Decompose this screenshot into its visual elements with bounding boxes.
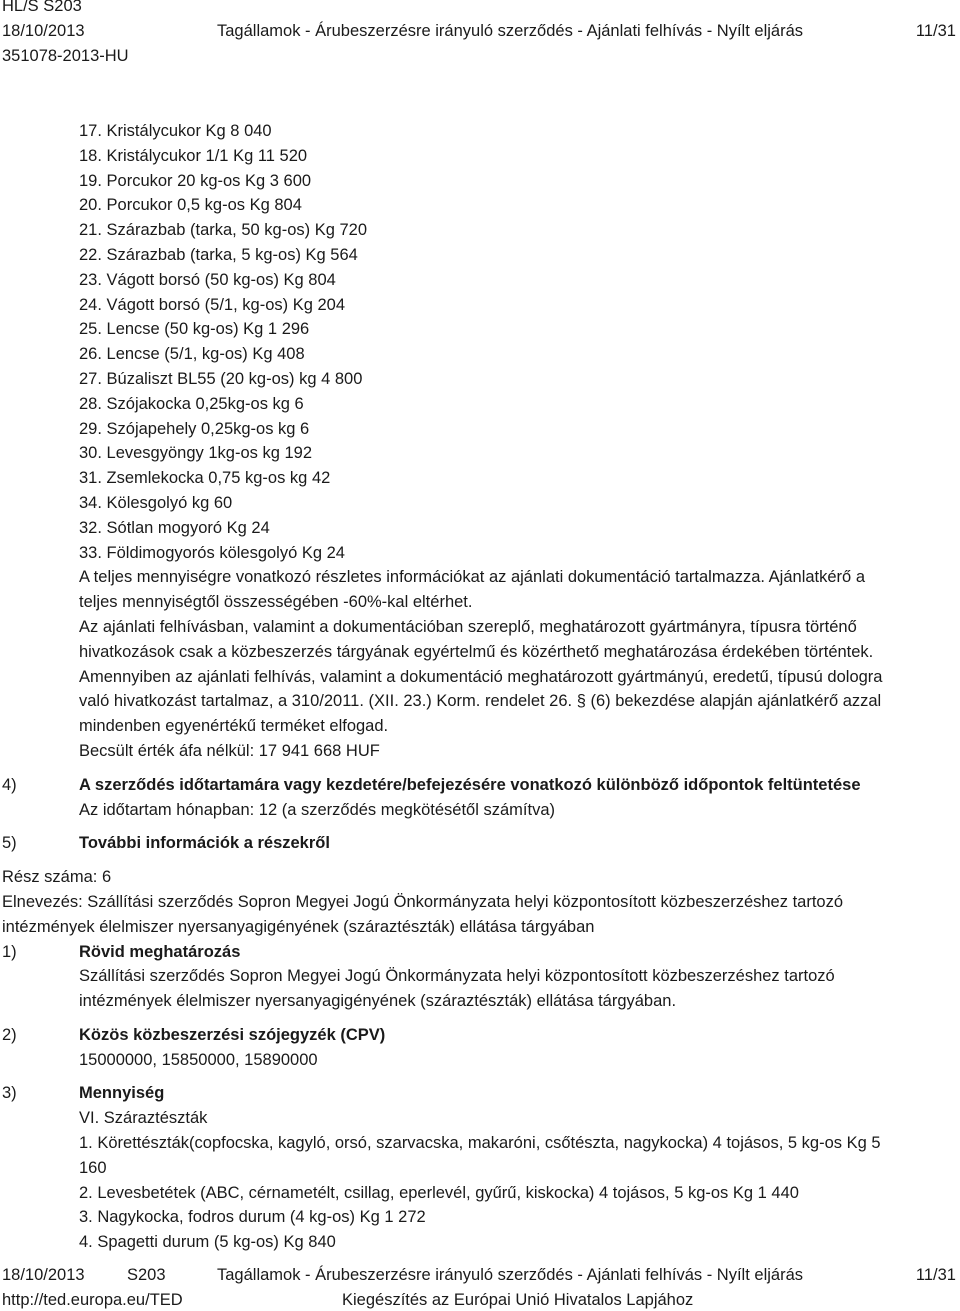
list-item: 27. Búzaliszt BL55 (20 kg-os) kg 4 800 bbox=[79, 369, 363, 388]
section-number: 3) bbox=[2, 1084, 17, 1103]
quantity-list bbox=[0, 119, 960, 565]
text-line: való hivatkozást tartalmaz, a 310/2011. (XII. 23.) Korm. rendelet 26. § (6) bekezdése alapján ajánlatkérő azzal bbox=[79, 692, 882, 711]
list-item: 17. Kristálycukor Kg 8 040 bbox=[79, 122, 272, 140]
list-item: 30. Levesgyöngy 1kg-os kg 192 bbox=[79, 444, 312, 463]
list-item: 23. Vágott borsó (50 kg-os) Kg 804 bbox=[79, 270, 336, 289]
part-name-line: Elnevezés: Szállítási szerződés Sopron Megyei Jogú Önkormányzata helyi központosított közbeszerzéshez tartozó bbox=[2, 892, 844, 911]
part-section-3 bbox=[0, 1081, 960, 1255]
list-item: 33. Földimogyorós kölesgolyó Kg 24 bbox=[79, 543, 345, 562]
part-section-1 bbox=[0, 940, 960, 1014]
footer-url[interactable]: http://ted.europa.eu/TED bbox=[2, 1291, 183, 1309]
list-item: 19. Porcukor 20 kg-os Kg 3 600 bbox=[79, 171, 312, 190]
text-line: Amennyiben az ajánlati felhívás, valamint a dokumentáció meghatározott gyártmányú, eredetű, típusú dologra bbox=[79, 667, 883, 686]
page-footer bbox=[0, 1263, 960, 1311]
list-item: 28. Szójakocka 0,25kg-os kg 6 bbox=[79, 394, 304, 413]
list-item: 18. Kristálycukor 1/1 Kg 11 520 bbox=[79, 146, 308, 165]
header-page-number: 11/31 bbox=[915, 22, 956, 40]
section-number: 1) bbox=[2, 942, 17, 961]
footer-page-number: 11/31 bbox=[915, 1266, 956, 1284]
section-number: 5) bbox=[2, 834, 17, 853]
footer-title: Tagállamok - Árubeszerzésre irányuló szerződés - Ajánlati felhívás - Nyílt eljárás bbox=[217, 1266, 803, 1284]
list-item: 20. Porcukor 0,5 kg-os Kg 804 bbox=[79, 196, 302, 215]
section-text: Az időtartam hónapban: 12 (a szerződés megkötésétől számítva) bbox=[79, 800, 555, 819]
section-number: 4) bbox=[2, 775, 17, 794]
notice-id: 351078-2013-HU bbox=[2, 47, 129, 65]
brand-reference-note bbox=[0, 615, 960, 739]
section-5 bbox=[0, 831, 960, 856]
section-heading: Közös közbeszerzési szójegyzék (CPV) bbox=[79, 1025, 386, 1044]
list-item: 24. Vágott borsó (5/1, kg-os) Kg 204 bbox=[79, 295, 345, 314]
list-item: 29. Szójapehely 0,25kg-os kg 6 bbox=[79, 419, 310, 438]
details-note bbox=[0, 565, 960, 615]
list-item: 160 bbox=[79, 1158, 107, 1177]
text-line: teljes mennyiségtől összességében -60%-kal eltérhet. bbox=[79, 593, 473, 612]
header-title: Tagállamok - Árubeszerzésre irányuló szerződés - Ajánlati felhívás - Nyílt eljárás bbox=[217, 22, 803, 40]
header-date: 18/10/2013 bbox=[2, 22, 85, 40]
list-item: 4. Spagetti durum (5 kg-os) Kg 840 bbox=[79, 1233, 336, 1252]
doc-code: HL/S S203 bbox=[2, 0, 82, 15]
list-item: 34. Kölesgolyó kg 60 bbox=[79, 493, 233, 512]
text-line: mindenben egyenértékű terméket elfogad. bbox=[79, 717, 389, 736]
list-item: 25. Lencse (50 kg-os) Kg 1 296 bbox=[79, 320, 310, 339]
list-item: 22. Szárazbab (tarka, 5 kg-os) Kg 564 bbox=[79, 245, 358, 264]
text-line: A teljes mennyiségre vonatkozó részletes információkat az ajánlati dokumentáció tartalmazza. Ajánlatkérő a bbox=[79, 568, 865, 587]
footer-publication: Kiegészítés az Európai Unió Hivatalos Lapjához bbox=[342, 1291, 694, 1309]
part-name-line: intézmények élelmiszer nyersanyagigényének (száraztészták) ellátása tárgyában bbox=[2, 917, 595, 936]
document-body bbox=[0, 119, 960, 1255]
text-line: hivatkozások csak a közbeszerzés tárgyának egyértelmű és közérthető meghatározása érdekében történtek. bbox=[79, 642, 874, 661]
estimated-value bbox=[0, 739, 960, 764]
section-heading: További információk a részekről bbox=[79, 834, 330, 853]
footer-date: 18/10/2013 bbox=[2, 1266, 85, 1284]
list-item: 26. Lencse (5/1, kg-os) Kg 408 bbox=[79, 345, 305, 364]
section-text: intézmények élelmiszer nyersanyagigényének (száraztészták) ellátása tárgyában. bbox=[79, 992, 677, 1011]
section-number: 2) bbox=[2, 1025, 17, 1044]
part-info bbox=[0, 865, 960, 939]
text-line: Becsült érték áfa nélkül: 17 941 668 HUF bbox=[79, 741, 380, 760]
section-4 bbox=[0, 773, 960, 823]
list-item: 32. Sótlan mogyoró Kg 24 bbox=[79, 518, 270, 537]
list-item: 3. Nagykocka, fodros durum (4 kg-os) Kg 1 272 bbox=[79, 1208, 426, 1227]
part-number: Rész száma: 6 bbox=[2, 868, 112, 887]
list-item: 21. Szárazbab (tarka, 50 kg-os) Kg 720 bbox=[79, 221, 367, 240]
section-text: 15000000, 15850000, 15890000 bbox=[79, 1050, 318, 1069]
part-section-2 bbox=[0, 1023, 960, 1073]
list-item: 2. Levesbetétek (ABC, cérnametélt, csillag, eperlevél, gyűrű, kiskocka) 4 tojásos, 5 kg-os Kg 1 440 bbox=[79, 1183, 799, 1202]
list-item: 1. Körettészták(copfocska, kagyló, orsó, szarvacska, makaróni, csőtészta, nagykocka) 4 tojásos, 5 kg-os Kg 5 bbox=[79, 1134, 881, 1153]
list-item: 31. Zsemlekocka 0,75 kg-os kg 42 bbox=[79, 469, 331, 488]
section-subtitle: VI. Száraztészták bbox=[79, 1109, 208, 1128]
page-header bbox=[0, 0, 960, 70]
footer-code: S203 bbox=[127, 1266, 166, 1284]
section-heading: Mennyiség bbox=[79, 1084, 165, 1103]
text-line: Az ajánlati felhívásban, valamint a dokumentációban szereplő, meghatározott gyártmányra, típusra történő bbox=[79, 617, 857, 636]
section-heading: Rövid meghatározás bbox=[79, 942, 241, 961]
section-heading: A szerződés időtartamára vagy kezdetére/befejezésére vonatkozó különböző időpontok feltüntetése bbox=[79, 775, 861, 794]
section-text: Szállítási szerződés Sopron Megyei Jogú Önkormányzata helyi központosított közbeszerzéshez tartozó bbox=[79, 967, 835, 986]
